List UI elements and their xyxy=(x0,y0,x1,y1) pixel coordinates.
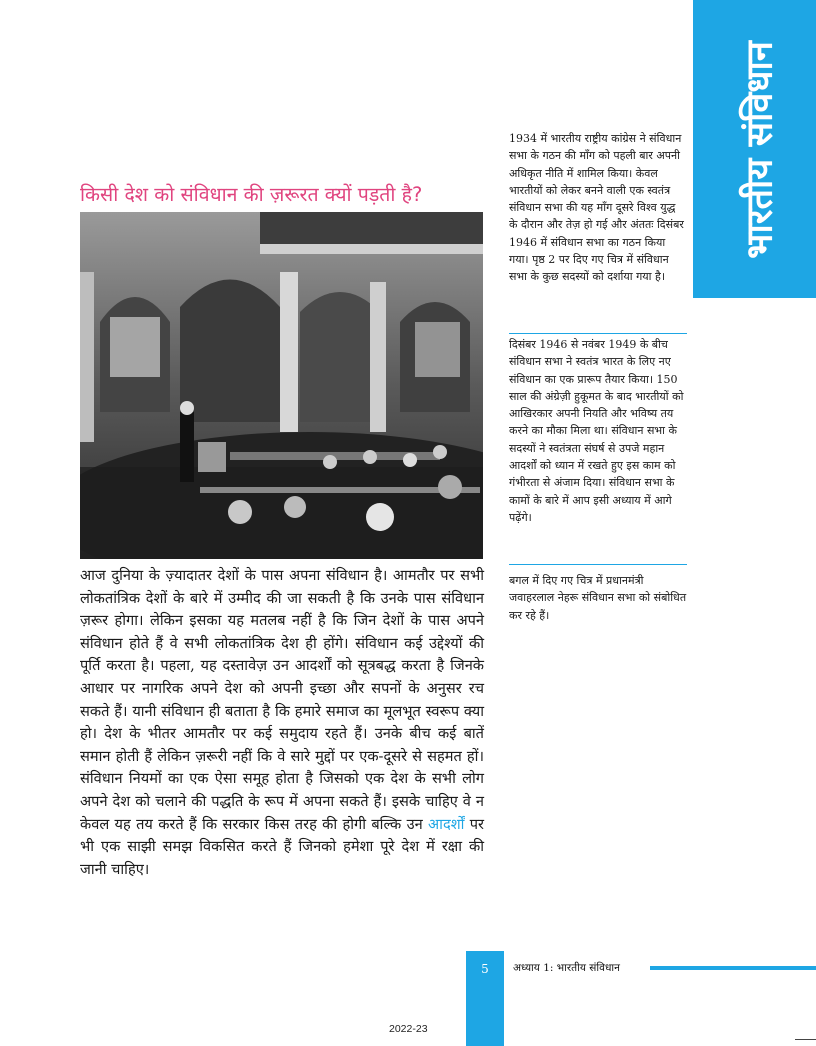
corner-rule xyxy=(795,1039,816,1040)
page-number: 5 xyxy=(481,962,489,976)
side-tab-title: भारतीय संविधान xyxy=(739,41,781,259)
side-note-3: बगल में दिए गए चित्र में प्रधानमंत्री जवाहरलाल नेहरू संविधान सभा को संबोधित कर रहे हैं। xyxy=(509,574,687,622)
section-heading: किसी देश को संविधान की ज़रूरत क्यों पड़ती है? xyxy=(80,183,423,206)
footer-year: 2022-23 xyxy=(389,1023,428,1035)
side-note-1: 1934 में भारतीय राष्ट्रीय कांग्रेस ने संविधान सभा के गठन की माँग को पहली बार अपनी अधिकृत नीति में शामिल किया। केवल भारतीयों को लेकर बनने वाली एक स्वतंत्र संविधान सभा की यह माँग दूसरे विश्व युद्ध के दौरान और तेज़ हो गई और अंततः दिसंबर 1946 में संविधान सभा का गठन किया गया। पृष्ठ 2 पर दिए गए चित्र में संविधान सभा के कुछ सदस्यों को दर्शाया गया है। xyxy=(509,132,684,284)
footer-chapter-title: अध्याय 1: भारतीय संविधान xyxy=(513,962,620,974)
body-paragraph xyxy=(80,565,484,881)
constituent-assembly-photo xyxy=(80,212,483,559)
body-text-part2: पर भी एक साझी समझ विकसित करते हैं जिनको हमेशा पूरे देश में रक्षा की जानी चाहिए। xyxy=(80,815,485,878)
side-note-2: दिसंबर 1946 से नवंबर 1949 के बीच संविधान सभा ने स्वतंत्र भारत के लिए नए संविधान का एक प्रारूप तैयार किया। 150 साल की अंग्रेज़ी हुकूमत के बाद भारतीयों को आखिरकार अपनी नियति और भविष्य तय करने का मौका मिला था। संविधान सभा के सदस्यों ने स्वतंत्रता संघर्ष से उपजे महान आदर्शों को ध्यान में रखते हुए इस काम को गंभीरता से अंजाम दिया। संविधान सभा के कामों के बारे में आप इसी अध्याय में आगे पढ़ेंगे। xyxy=(509,338,684,524)
body-text-part1: आज दुनिया के ज़्यादातर देशों के पास अपना संविधान है। आमतौर पर सभी लोकतांत्रिक देशों के बारे में उम्मीद की जा सकती है कि उनके पास संविधान ज़रूर होगा। लेकिन इसका यह मतलब नहीं है कि जिन देशों के पास अपने संविधान होते हैं वे सभी लोकतांत्रिक देश ही होंगे। संविधान कई उद्देश्यों की पूर्ति करता है। पहला, यह दस्तावेज़ उन आदर्शों को सूत्रबद्ध करता है जिनके आधार पर नागरिक अपने देश को अपनी इच्छा और सपनों के अनुसर रच सकते हैं। यानी संविधान ही बताता है कि हमारे समाज का मूलभूत स्वरूप क्या हो। देश के भीतर आमतौर पर कई समुदाय रहते हैं। उनके बीच कई बातें समान होती हैं लेकिन ज़रूरी नहीं कि वे सारे मुद्दों पर एक-दूसरे से सहमत हों। संविधान नियमों का एक ऐसा समूह होता है जिसको एक देश के सभी लोग अपने देश को चलाने की पद्धति के रूप में अपना सकते हैं। इसके चाहिए वे न केवल यह तय करते हैं कि सरकार किस तरह की होगी बल्कि उन xyxy=(80,567,484,833)
glossary-link-adarsh[interactable]: आदर्शों xyxy=(428,815,465,833)
side-note-divider xyxy=(509,564,687,565)
footer-bar xyxy=(650,966,816,970)
side-note-divider xyxy=(509,333,687,334)
